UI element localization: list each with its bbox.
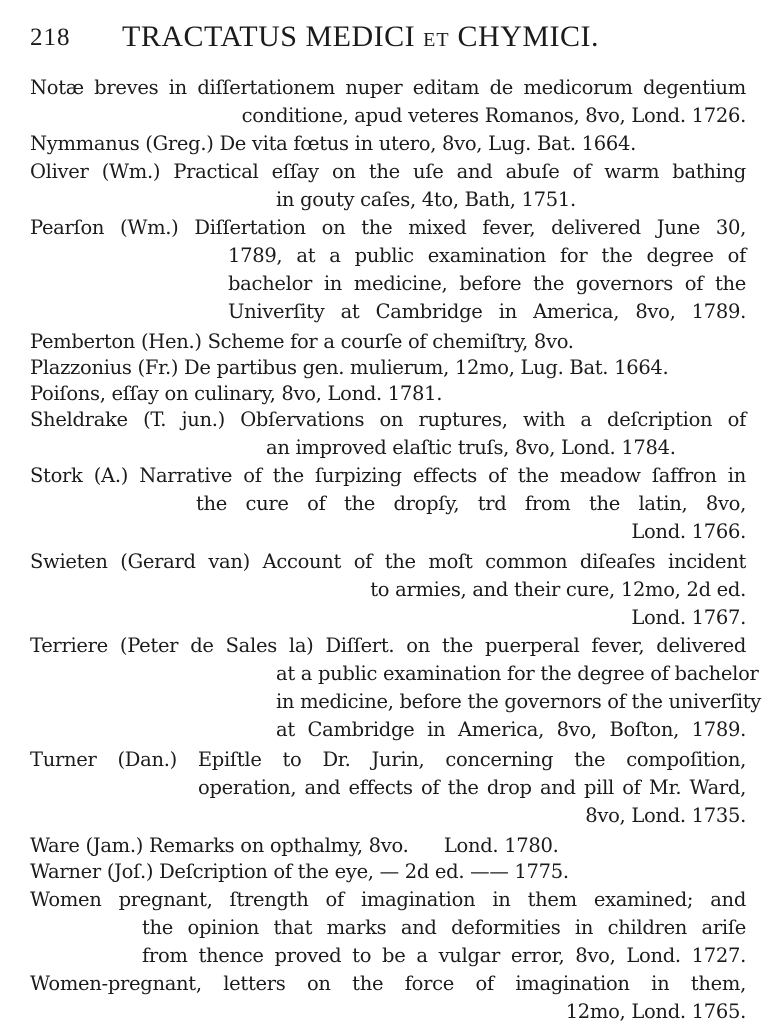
page-header <box>30 18 750 58</box>
entry-line: 1789, at a public examination for the degree of <box>228 244 746 267</box>
entry-line: at Cambridge in America, 8vo, Boſton, 1789. <box>276 718 746 741</box>
entry-line: Plazzonius (Fr.) De partibus gen. mulierum, 12mo, Lug. Bat. 1664. <box>30 356 669 379</box>
entry-line: Nymmanus (Greg.) De vita fœtus in utero, 8vo, Lug. Bat. 1664. <box>30 132 636 155</box>
entry-line: at a public examination for the degree of bachelor <box>276 662 759 685</box>
entry-line: Notæ breves in diſſertationem nuper editam de medicorum degentium <box>30 76 746 99</box>
entry-line: Women pregnant, ſtrength of imagination in them examined; and <box>30 888 746 911</box>
entry-line: the opinion that marks and deformities in children ariſe <box>142 916 746 939</box>
entry-line: Pearſon (Wm.) Diſſertation on the mixed fever, delivered June 30, <box>30 216 746 239</box>
running-head-et: ET <box>423 29 450 51</box>
entry-line: Oliver (Wm.) Practical eſſay on the uſe and abuſe of warm bathing <box>30 160 746 183</box>
entry-line: Women-pregnant, letters on the force of imagination in them, <box>30 972 746 995</box>
entry-line: to armies, and their cure, 12mo, 2d ed. <box>370 578 746 601</box>
running-head <box>122 20 599 54</box>
entry-line: Terriere (Peter de Sales la) Diſſert. on the puerperal fever, delivered <box>30 634 746 657</box>
entry-line: Univerſity at Cambridge in America, 8vo, 1789. <box>228 300 746 323</box>
running-head-part2: CHYMICI. <box>457 20 600 53</box>
entry-line: Sheldrake (T. jun.) Obſervations on ruptures, with a deſcription of <box>30 408 746 431</box>
entry-line: Swieten (Gerard van) Account of the moſt common diſeaſes incident <box>30 550 746 573</box>
entry-line: Turner (Dan.) Epiſtle to Dr. Jurin, concerning the compoſition, <box>30 748 746 771</box>
entry-line: Warner (Joſ.) Deſcription of the eye, — 2d ed. —— 1775. <box>30 860 569 883</box>
entry-line: Poiſons, eſſay on culinary, 8vo, Lond. 1781. <box>30 382 443 405</box>
entry-line: an improved elaſtic truſs, 8vo, Lond. 1784. <box>266 436 676 459</box>
entry-line: the cure of the dropſy, trd from the latin, 8vo, <box>196 492 746 515</box>
entry-line: Pemberton (Hen.) Scheme for a courſe of chemiſtry, 8vo. <box>30 330 574 353</box>
entry-line: Lond. 1767. <box>631 606 746 629</box>
page-number: 218 <box>30 24 71 51</box>
entry-line: conditione, apud veteres Romanos, 8vo, Lond. 1726. <box>241 104 746 127</box>
entry-line: bachelor in medicine, before the governors of the <box>228 272 746 295</box>
entry-line: in medicine, before the governors of the univerſity <box>276 690 762 713</box>
entry-line: operation, and effects of the drop and pill of Mr. Ward, <box>198 776 746 799</box>
running-head-part1: TRACTATUS MEDICI <box>122 20 416 53</box>
entry-line: from thence proved to be a vulgar error, 8vo, Lond. 1727. <box>142 944 746 967</box>
entry-line: Ware (Jam.) Remarks on opthalmy, 8vo. Lond. 1780. <box>30 834 559 857</box>
entry-line: Stork (A.) Narrative of the ſurpizing effects of the meadow ſaffron in <box>30 464 746 487</box>
entry-line: Lond. 1766. <box>631 520 746 543</box>
entry-line: in gouty caſes, 4to, Bath, 1751. <box>276 188 576 211</box>
entry-line: 8vo, Lond. 1735. <box>585 804 746 827</box>
entry-line: 12mo, Lond. 1765. <box>565 1000 746 1023</box>
